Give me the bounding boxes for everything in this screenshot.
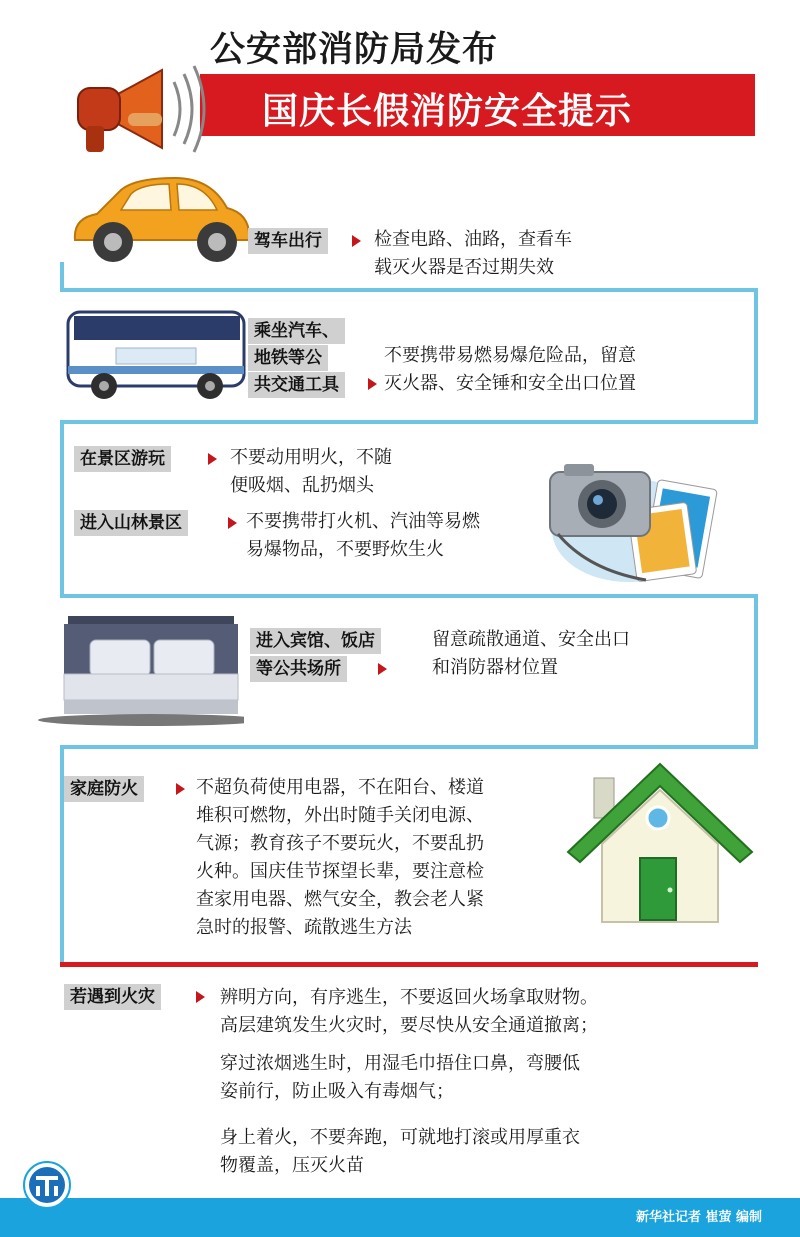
megaphone-icon (62, 58, 212, 158)
car-icon (65, 170, 255, 270)
fire-text-6: 物覆盖，压灭火苗 (220, 1155, 364, 1176)
home-text-4: 火种。国庆佳节探望长辈，要注意检 (196, 861, 484, 882)
fire-text-2: 高层建筑发生火灾时，要尽快从安全通道撤离； (220, 1015, 598, 1036)
hotel-text-2: 和消防器材位置 (432, 657, 558, 678)
xinhua-logo-icon (22, 1160, 72, 1210)
house-icon (566, 756, 756, 928)
label-fire: 若遇到火灾 (64, 984, 161, 1010)
fire-text-3: 穿过浓烟逃生时，用湿毛巾捂住口鼻，弯腰低 (220, 1053, 580, 1074)
frame-line (60, 262, 64, 290)
fire-text-5: 身上着火，不要奔跑，可就地打滚或用厚重衣 (220, 1127, 580, 1148)
label-home: 家庭防火 (64, 776, 144, 802)
arrow-icon (352, 235, 361, 247)
home-text-3: 气源；教育孩子不要玩火，不要乱扔 (196, 833, 484, 854)
frame-line (60, 745, 758, 749)
arrow-icon (378, 663, 387, 675)
fire-text-1: 辨明方向，有序逃生，不要返回火场拿取财物。 (220, 987, 598, 1008)
label-hotel-2: 等公共场所 (250, 656, 347, 682)
label-hotel-1: 进入宾馆、饭店 (250, 628, 381, 654)
credit-text: 新华社记者 崔萤 编制 (635, 1210, 762, 1225)
frame-line (754, 594, 758, 748)
frame-line (60, 594, 758, 598)
label-forest: 进入山林景区 (74, 510, 188, 536)
page-subtitle: 公安部消防局发布 (210, 30, 499, 70)
arrow-icon (208, 453, 217, 465)
transit-text-1: 不要携带易燃易爆危险品，留意 (384, 345, 636, 366)
hotel-text-1: 留意疏散通道、安全出口 (432, 629, 630, 650)
divider-red (60, 962, 758, 967)
label-transit-3: 共交通工具 (248, 372, 345, 398)
scenic-text-2: 便吸烟、乱扔烟头 (230, 475, 374, 496)
fire-text-4: 姿前行，防止吸入有毒烟气； (220, 1081, 454, 1102)
bed-icon (34, 614, 244, 728)
title-banner (200, 74, 755, 136)
forest-text-2: 易爆物品，不要野炊生火 (246, 539, 444, 560)
transit-text-2: 灭火器、安全锤和安全出口位置 (384, 373, 636, 394)
home-text-2: 堆积可燃物，外出时随手关闭电源、 (196, 805, 484, 826)
frame-line (60, 420, 64, 596)
camera-icon (548, 442, 730, 588)
label-transit-2: 地铁等公 (248, 345, 328, 371)
home-text-6: 急时的报警、疏散逃生方法 (196, 917, 412, 938)
bus-icon (64, 306, 248, 404)
label-transit-1: 乘坐汽车、 (248, 318, 345, 344)
scenic-text-1: 不要动用明火，不随 (230, 447, 392, 468)
arrow-icon (176, 783, 185, 795)
arrow-icon (196, 991, 205, 1003)
drive-text-1: 检查电路、油路，查看车 (374, 229, 572, 250)
home-text-1: 不超负荷使用电器，不在阳台、楼道 (196, 777, 484, 798)
label-scenic: 在景区游玩 (74, 446, 171, 472)
frame-line (60, 288, 758, 292)
frame-line (60, 420, 758, 424)
label-drive: 驾车出行 (248, 228, 328, 254)
arrow-icon (228, 517, 237, 529)
arrow-icon (368, 378, 377, 390)
frame-line (754, 288, 758, 422)
drive-text-2: 载灭火器是否过期失效 (374, 257, 554, 278)
page-title: 国庆长假消防安全提示 (262, 91, 633, 132)
home-text-5: 查家用电器、燃气安全，教会老人紧 (196, 889, 484, 910)
forest-text-1: 不要携带打火机、汽油等易燃 (246, 511, 480, 532)
